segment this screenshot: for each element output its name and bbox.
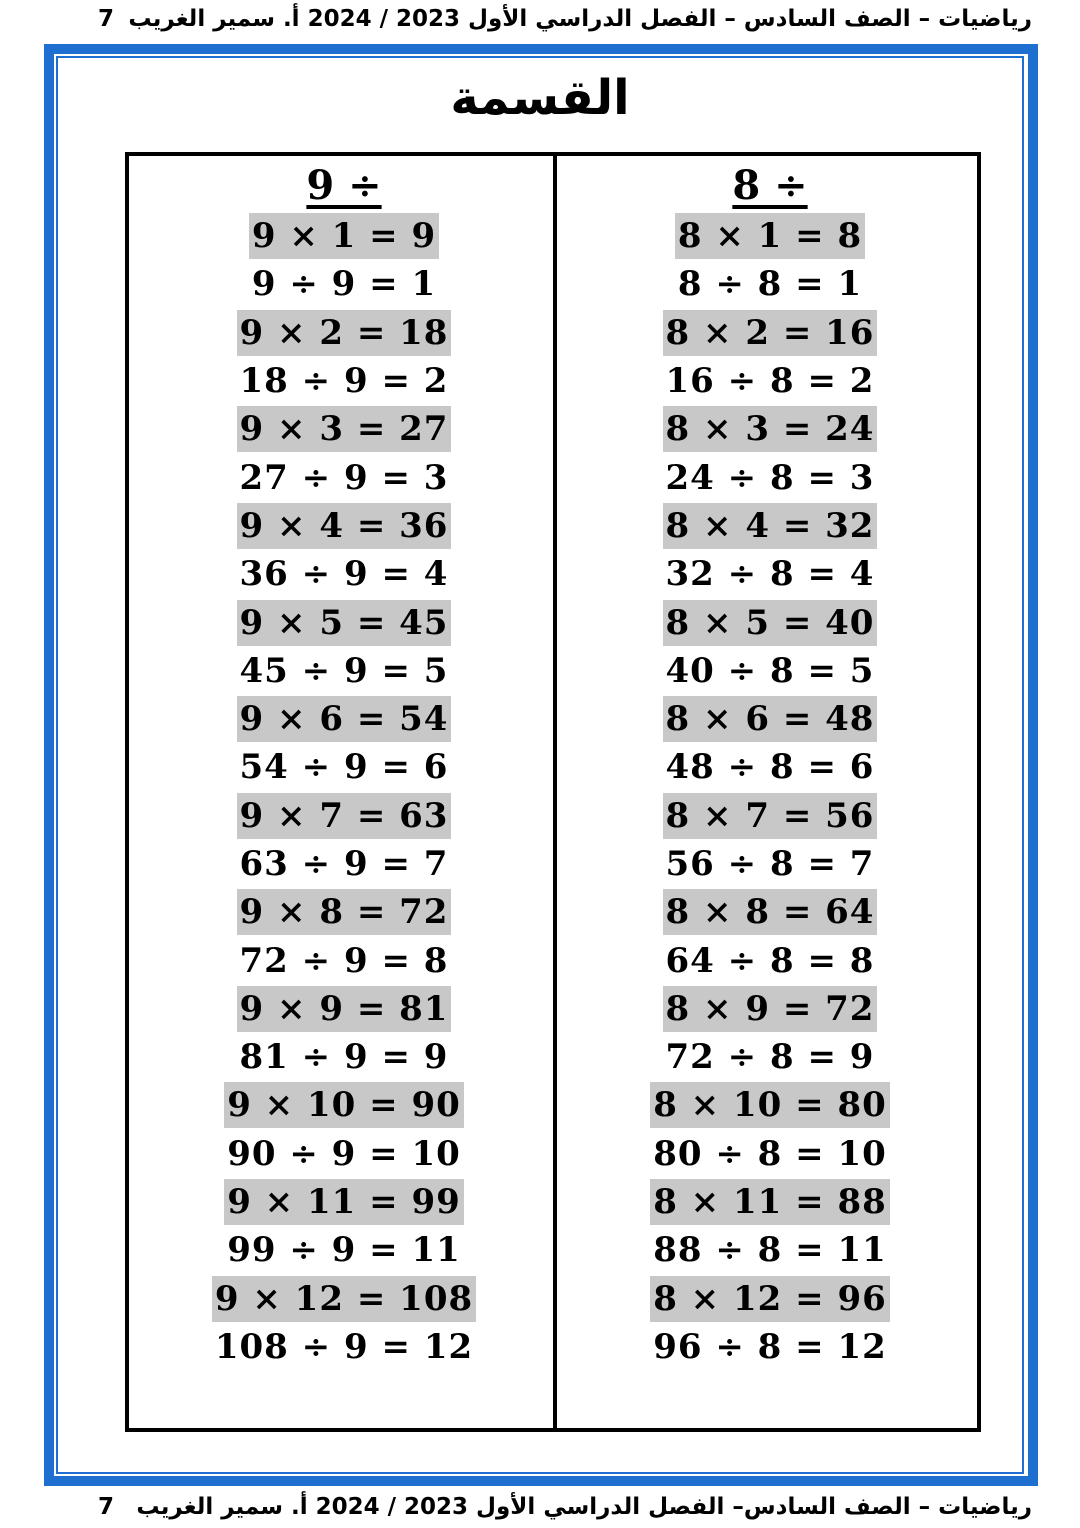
equation-row <box>144 212 544 260</box>
equation-row <box>570 985 970 1033</box>
multiplication-fact: 8 × 7 = 56 <box>663 793 878 839</box>
equation-row <box>570 792 970 840</box>
equation-row <box>144 840 544 888</box>
equation-row <box>570 647 970 695</box>
multiplication-fact: 9 × 4 = 36 <box>237 503 452 549</box>
multiplication-fact: 8 × 8 = 64 <box>663 889 878 935</box>
equation-row <box>570 1323 970 1371</box>
division-fact: 27 ÷ 9 = 3 <box>239 457 449 498</box>
division-fact: 48 ÷ 8 = 6 <box>665 747 875 788</box>
multiplication-fact: 9 × 6 = 54 <box>237 696 452 742</box>
multiplication-fact: 9 × 5 = 45 <box>237 600 452 646</box>
equation-row <box>144 357 544 405</box>
equation-row <box>570 840 970 888</box>
division-fact: 40 ÷ 8 = 5 <box>665 650 875 691</box>
multiplication-fact: 9 × 7 = 63 <box>237 793 452 839</box>
division-fact: 36 ÷ 9 = 4 <box>239 554 449 595</box>
equation-row <box>570 260 970 308</box>
division-fact: 24 ÷ 8 = 3 <box>665 457 875 498</box>
equation-row <box>570 212 970 260</box>
equation-row <box>144 647 544 695</box>
equation-row <box>144 936 544 984</box>
equation-row <box>570 888 970 936</box>
multiplication-fact: 8 × 10 = 80 <box>650 1082 890 1128</box>
division-fact: 90 ÷ 9 = 10 <box>227 1133 461 1174</box>
multiplication-fact: 9 × 2 = 18 <box>237 310 452 356</box>
multiplication-fact: 9 × 3 = 27 <box>237 406 452 452</box>
division-fact: 32 ÷ 8 = 4 <box>665 554 875 595</box>
equation-row <box>144 1275 544 1323</box>
division-fact: 99 ÷ 9 = 11 <box>227 1230 461 1271</box>
equation-row <box>144 405 544 453</box>
equation-row <box>144 888 544 936</box>
division-fact: 96 ÷ 8 = 12 <box>653 1326 887 1367</box>
multiplication-fact: 8 × 4 = 32 <box>663 503 878 549</box>
division-fact: 16 ÷ 8 = 2 <box>665 361 875 402</box>
division-fact: 80 ÷ 8 = 10 <box>653 1133 887 1174</box>
equation-row <box>570 695 970 743</box>
equation-row <box>570 1081 970 1129</box>
equation-row <box>144 1033 544 1081</box>
equation-row <box>570 502 970 550</box>
page-footer <box>0 1490 1080 1526</box>
equation-row <box>144 502 544 550</box>
equation-row <box>570 1226 970 1274</box>
division-fact: 72 ÷ 9 = 8 <box>239 940 449 981</box>
division-fact: 72 ÷ 8 = 9 <box>665 1037 875 1078</box>
division-fact: 18 ÷ 9 = 2 <box>239 361 449 402</box>
column-divide-by-9 <box>144 160 544 1371</box>
multiplication-fact: 9 × 12 = 108 <box>212 1276 476 1322</box>
equation-row <box>144 1178 544 1226</box>
page-title: القسمة <box>450 70 630 126</box>
division-fact: 9 ÷ 9 = 1 <box>251 264 437 305</box>
equation-list <box>144 212 544 1371</box>
multiplication-fact: 8 × 9 = 72 <box>663 986 878 1032</box>
header-page-number: 7 <box>98 6 115 32</box>
column-heading: 9 ÷ <box>306 162 382 209</box>
equation-row <box>144 550 544 598</box>
multiplication-fact: 8 × 12 = 96 <box>650 1276 890 1322</box>
equation-row <box>144 792 544 840</box>
equation-row <box>570 357 970 405</box>
equation-row <box>570 743 970 791</box>
division-fact: 54 ÷ 9 = 6 <box>239 747 449 788</box>
multiplication-fact: 9 × 8 = 72 <box>237 889 452 935</box>
equation-row <box>570 309 970 357</box>
equation-row <box>144 1323 544 1371</box>
footer-page-number: 7 <box>98 1494 115 1520</box>
equation-row <box>144 309 544 357</box>
equation-row <box>570 1275 970 1323</box>
equation-row <box>570 453 970 501</box>
column-divider <box>553 152 557 1432</box>
column-heading: 8 ÷ <box>732 162 808 209</box>
equation-row <box>570 1130 970 1178</box>
multiplication-fact: 8 × 1 = 8 <box>675 213 865 259</box>
division-fact: 56 ÷ 8 = 7 <box>665 844 875 884</box>
equation-row <box>570 1033 970 1081</box>
equation-row <box>144 1226 544 1274</box>
equation-row <box>570 598 970 646</box>
equation-row <box>144 743 544 791</box>
page-header <box>0 2 1080 38</box>
division-fact: 81 ÷ 9 = 9 <box>239 1037 449 1078</box>
equation-row <box>144 453 544 501</box>
equation-list <box>570 212 970 1371</box>
equation-row <box>144 598 544 646</box>
division-fact: 63 ÷ 9 = 7 <box>239 844 449 884</box>
division-fact: 88 ÷ 8 = 11 <box>653 1230 887 1271</box>
equation-row <box>570 936 970 984</box>
multiplication-fact: 8 × 6 = 48 <box>663 696 878 742</box>
footer-text: رياضيات – الصف السادس– الفصل الدراسي الأول 2023 / 2024 أ. سمير الغريب <box>136 1494 1032 1520</box>
multiplication-fact: 9 × 11 = 99 <box>224 1179 464 1225</box>
equation-row <box>144 1130 544 1178</box>
column-divide-by-8 <box>570 160 970 1371</box>
multiplication-fact: 8 × 2 = 16 <box>663 310 878 356</box>
multiplication-fact: 8 × 11 = 88 <box>650 1179 890 1225</box>
division-fact: 45 ÷ 9 = 5 <box>239 650 449 691</box>
multiplication-fact: 9 × 10 = 90 <box>224 1082 464 1128</box>
division-fact: 8 ÷ 8 = 1 <box>677 264 863 305</box>
equation-row <box>570 550 970 598</box>
equation-row <box>570 405 970 453</box>
division-fact: 64 ÷ 8 = 8 <box>665 940 875 981</box>
division-fact: 108 ÷ 9 = 12 <box>214 1326 474 1367</box>
equation-row <box>570 1178 970 1226</box>
header-text: رياضيات – الصف السادس – الفصل الدراسي الأول 2023 / 2024 أ. سمير الغريب <box>128 6 1032 32</box>
equation-row <box>144 695 544 743</box>
equation-row <box>144 985 544 1033</box>
multiplication-fact: 9 × 9 = 81 <box>237 986 452 1032</box>
equation-row <box>144 260 544 308</box>
multiplication-fact: 9 × 1 = 9 <box>249 213 439 259</box>
multiplication-fact: 8 × 3 = 24 <box>663 406 878 452</box>
multiplication-fact: 8 × 5 = 40 <box>663 600 878 646</box>
equation-row <box>144 1081 544 1129</box>
